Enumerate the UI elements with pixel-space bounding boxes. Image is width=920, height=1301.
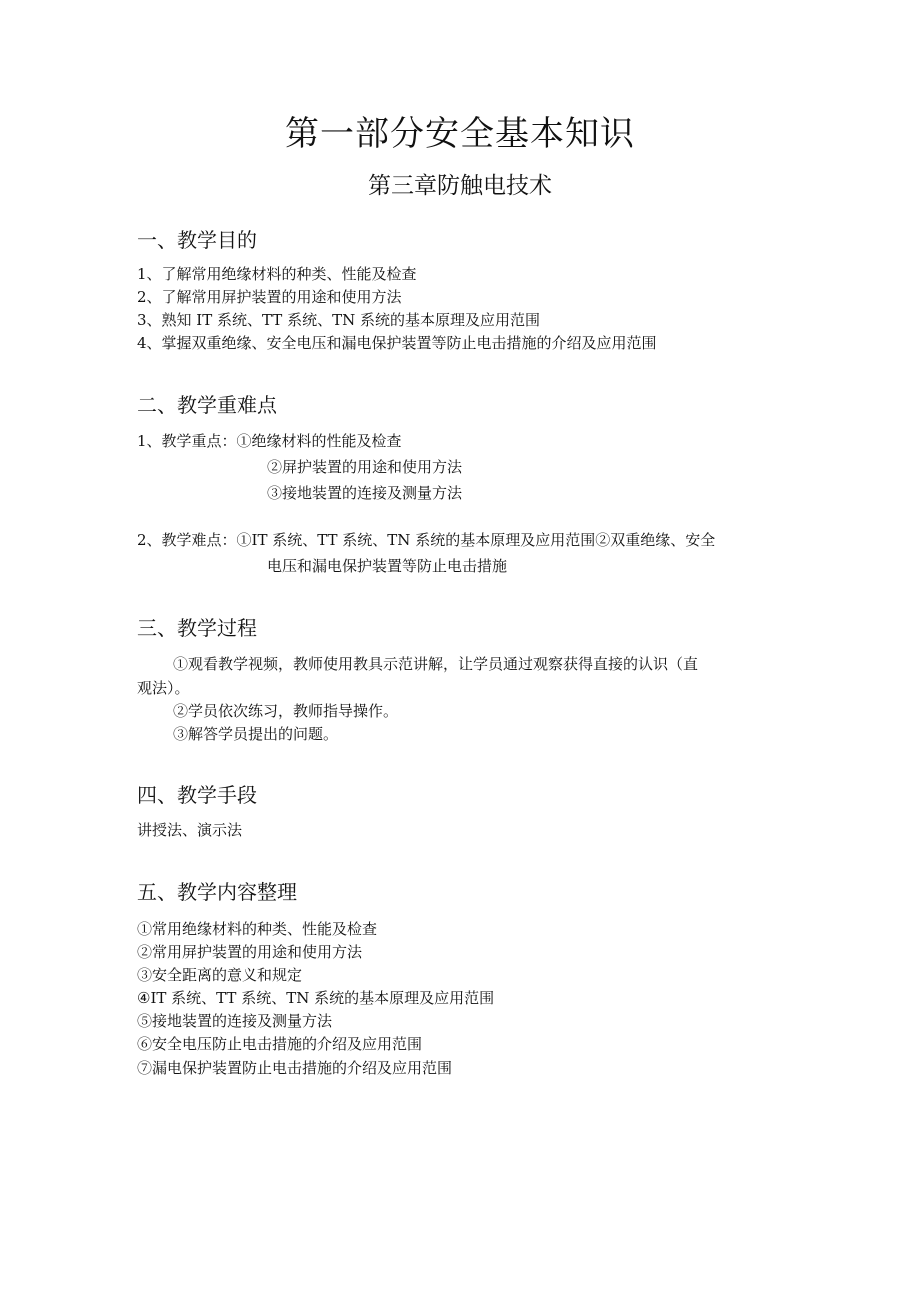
content-item: ③安全距离的意义和规定 <box>137 966 303 984</box>
difficulty-line: 电压和漏电保护装置等防止电击措施 <box>267 557 508 575</box>
process-line: ②学员依次练习，教师指导操作。 <box>173 702 399 720</box>
content-item: ⑦漏电保护装置防止电击措施的介绍及应用范围 <box>137 1059 453 1077</box>
section-heading-content: 五、教学内容整理 <box>137 880 297 904</box>
page-title: 第一部分安全基本知识 <box>285 114 635 154</box>
section-heading-process: 三、教学过程 <box>137 616 257 640</box>
section-heading-means: 四、教学手段 <box>137 783 257 807</box>
section-heading-key-points: 二、教学重难点 <box>137 393 277 417</box>
process-line: ①观看教学视频，教师使用教具示范讲解，让学员通过观察获得直接的认识（直 <box>173 655 699 673</box>
goal-item: 3、熟知 IT 系统、TT 系统、TN 系统的基本原理及应用范围 <box>137 311 540 329</box>
content-item: ④IT 系统、TT 系统、TN 系统的基本原理及应用范围 <box>137 989 495 1007</box>
key-point-line: ②屏护装置的用途和使用方法 <box>267 458 463 476</box>
key-point-line: ③接地装置的连接及测量方法 <box>267 484 463 502</box>
content-item: ②常用屏护装置的用途和使用方法 <box>137 943 363 961</box>
means-text: 讲授法、演示法 <box>137 821 243 839</box>
goal-item: 1、了解常用绝缘材料的种类、性能及检查 <box>137 265 417 283</box>
goal-item: 2、了解常用屏护装置的用途和使用方法 <box>137 288 402 306</box>
key-point-line: 1、教学重点：①绝缘材料的性能及检查 <box>137 432 402 450</box>
content-item: ⑥安全电压防止电击措施的介绍及应用范围 <box>137 1035 423 1053</box>
content-item: ⑤接地装置的连接及测量方法 <box>137 1012 333 1030</box>
process-line: ③解答学员提出的问题。 <box>173 725 339 743</box>
process-line: 观法）。 <box>137 679 190 697</box>
content-item: ①常用绝缘材料的种类、性能及检查 <box>137 920 378 938</box>
goal-item: 4、掌握双重绝缘、安全电压和漏电保护装置等防止电击措施的介绍及应用范围 <box>137 334 657 352</box>
difficulty-line: 2、教学难点：①IT 系统、TT 系统、TN 系统的基本原理及应用范围②双重绝缘、安全 <box>137 531 716 549</box>
section-heading-goals: 一、教学目的 <box>137 228 257 252</box>
chapter-subtitle: 第三章防触电技术 <box>368 173 552 199</box>
